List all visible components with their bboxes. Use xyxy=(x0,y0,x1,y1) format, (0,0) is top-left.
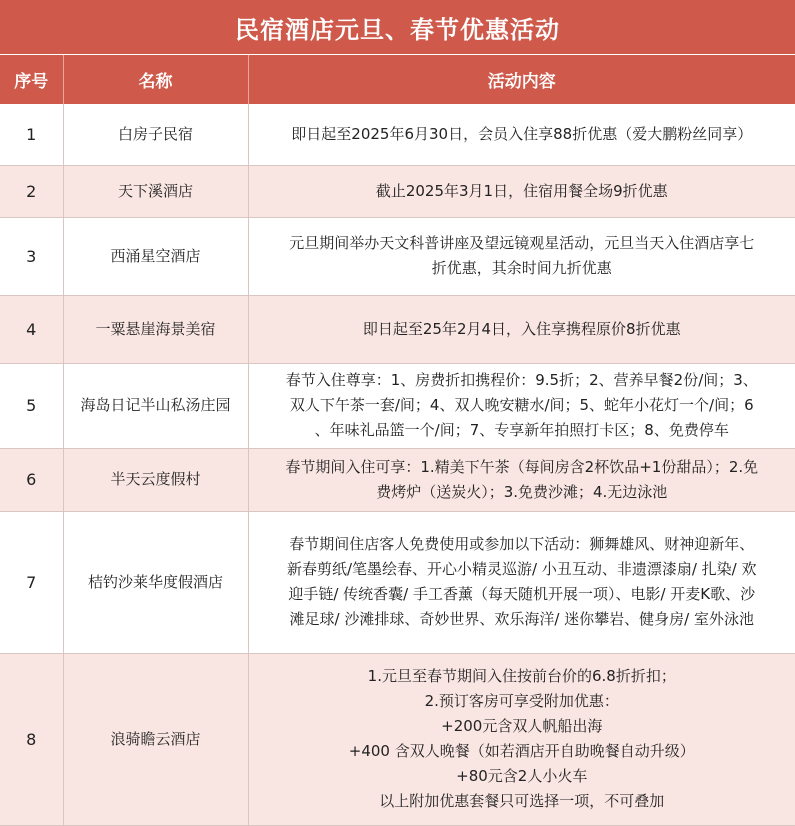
hotel-name: 浪骑瞻云酒店 xyxy=(63,653,248,825)
table-row xyxy=(0,448,795,511)
promotion-content: 春节期间入住可享：1.精美下午茶（每间房含2杯饮品+1份甜品）；2.免 费烤炉（送炭火）；3.免费沙滩；4.无边泳池 xyxy=(248,448,795,511)
row-index: 3 xyxy=(0,217,63,295)
hotel-name: 一粟悬崖海景美宿 xyxy=(63,295,248,363)
promotion-content: 1.元旦至春节期间入住按前台价的6.8折折扣； 2.预订客房可享受附加优惠： +200元含双人帆船出海 +400 含双人晚餐（如若酒店开自助晚餐自动升级） +80元含2人小火车 以上附加优惠套餐只可选择一项，不可叠加 xyxy=(248,653,795,825)
row-index: 5 xyxy=(0,363,63,448)
promotion-content: 即日起至25年2月4日，入住享携程原价8折优惠 xyxy=(248,295,795,363)
hotel-name: 海岛日记半山私汤庄园 xyxy=(63,363,248,448)
row-index: 6 xyxy=(0,448,63,511)
page-title: 民宿酒店元旦、春节优惠活动 xyxy=(0,0,795,55)
table-row xyxy=(0,295,795,363)
hotel-name: 桔钓沙莱华度假酒店 xyxy=(63,511,248,653)
promotion-content: 春节入住尊享：1、房费折扣携程价：9.5折；2、营养早餐2份/间；3、 双人下午茶一套/间；4、双人晚安糖水/间；5、蛇年小花灯一个/间；6 、年味礼品篮一个/间；7、专享新年拍照打卡区；8、免费停车 xyxy=(248,363,795,448)
table-row xyxy=(0,217,795,295)
hotel-name: 西涌星空酒店 xyxy=(63,217,248,295)
promotion-content: 元旦期间举办天文科普讲座及望远镜观星活动，元旦当天入住酒店享七 折优惠，其余时间九折优惠 xyxy=(248,217,795,295)
hotel-name: 半天云度假村 xyxy=(63,448,248,511)
table-row xyxy=(0,104,795,165)
hotel-name: 天下溪酒店 xyxy=(63,165,248,217)
promotion-content: 春节期间住店客人免费使用或参加以下活动：狮舞雄风、财神迎新年、 新春剪纸/笔墨绘春、开心小精灵巡游/ 小丑互动、非遗漂漆扇/ 扎染/ 欢 迎手链/ 传统香囊/ 手工香薰（每天随机开展一项）、电影/ 开麦K歌、沙 滩足球/ 沙滩排球、奇妙世界、欢乐海洋/ 迷你攀岩、健身房/ 室外泳池 xyxy=(248,511,795,653)
table-row xyxy=(0,653,795,825)
promotions-table xyxy=(0,55,795,826)
column-header-index: 序号 xyxy=(0,55,63,104)
row-index: 4 xyxy=(0,295,63,363)
table-row xyxy=(0,363,795,448)
promotion-content: 截止2025年3月1日，住宿用餐全场9折优惠 xyxy=(248,165,795,217)
column-header-content: 活动内容 xyxy=(248,55,795,104)
column-header-name: 名称 xyxy=(63,55,248,104)
table-row xyxy=(0,165,795,217)
hotel-name: 白房子民宿 xyxy=(63,104,248,165)
table-header-row xyxy=(0,55,795,104)
promotion-content: 即日起至2025年6月30日，会员入住享88折优惠（爱大鹏粉丝同享） xyxy=(248,104,795,165)
row-index: 2 xyxy=(0,165,63,217)
row-index: 1 xyxy=(0,104,63,165)
row-index: 8 xyxy=(0,653,63,825)
row-index: 7 xyxy=(0,511,63,653)
table-row xyxy=(0,511,795,653)
